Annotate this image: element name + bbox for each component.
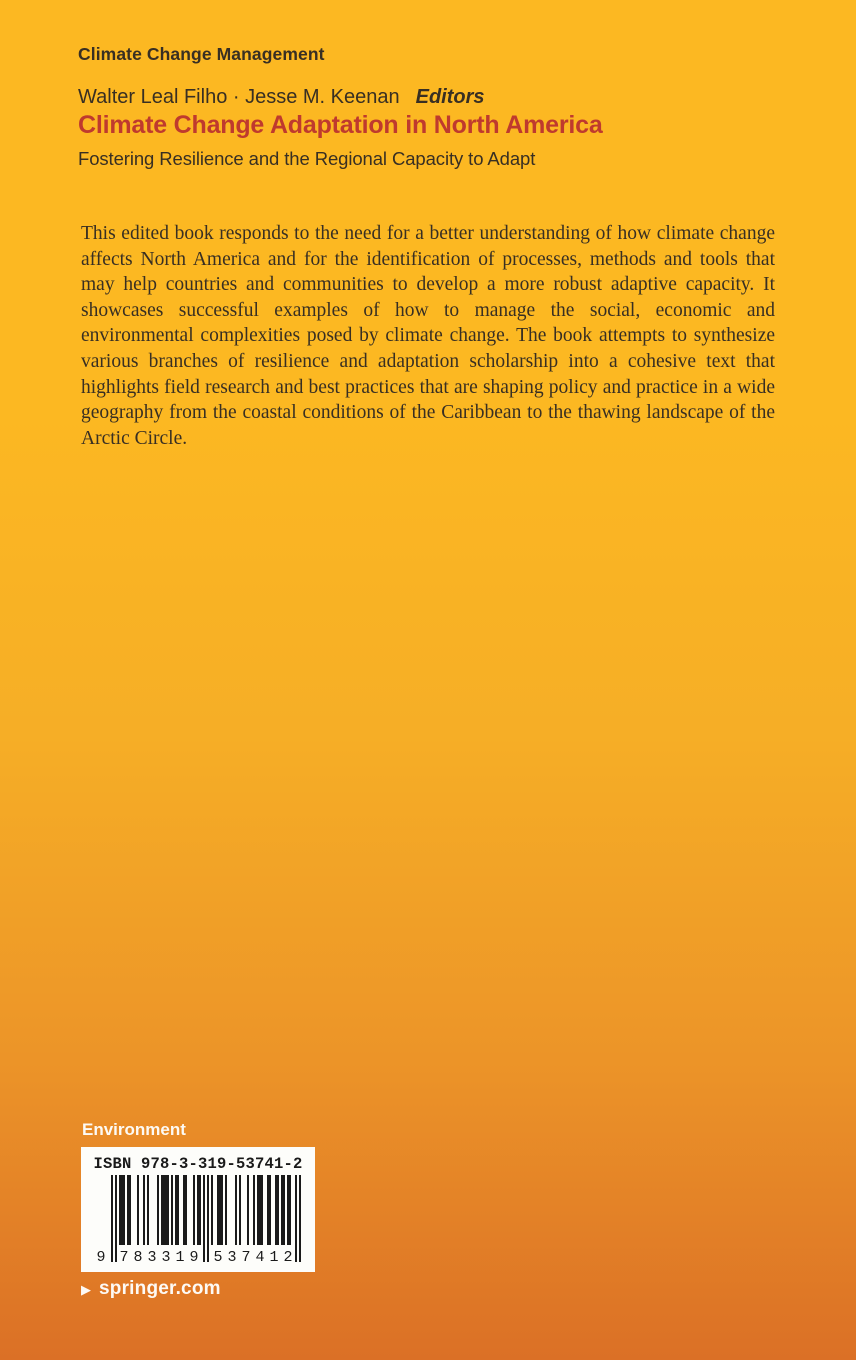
editors-label: Editors <box>415 86 485 108</box>
ean13-barcode-icon <box>93 1175 303 1267</box>
svg-text:7: 7 <box>241 1249 251 1266</box>
svg-text:7: 7 <box>119 1249 129 1266</box>
publisher-website: springer.com <box>99 1278 221 1299</box>
isbn-barcode-box <box>81 1147 315 1272</box>
isbn-label: ISBN 978-3-319-53741-2 <box>93 1155 303 1173</box>
barcode-wrap <box>93 1175 303 1272</box>
editors-line <box>78 86 485 109</box>
synopsis-paragraph: This edited book responds to the need for a better understanding of how climate change affects North America and for the identification of processes, methods and tools that may help countries and communities to develop a more robust adaptive capacity. It showcases successful examples of how to manage the social, economic and environmental complexities posed by climate change. The book attempts to synthesize various branches of resilience and adaptation scholarship into a cohesive text that highlights field research and best practices that are shaping policy and practice in a wide geography from the coastal conditions of the Caribbean to the thawing landscape of the Arctic Circle. <box>81 223 775 449</box>
svg-text:3: 3 <box>227 1249 237 1266</box>
editors-names: Walter Leal Filho · Jesse M. Keenan <box>78 86 400 108</box>
svg-text:2: 2 <box>283 1249 293 1266</box>
publisher-website-line <box>81 1278 221 1300</box>
series-title: Climate Change Management <box>78 44 325 64</box>
svg-text:1: 1 <box>269 1249 279 1266</box>
svg-text:5: 5 <box>213 1249 223 1266</box>
arrow-right-icon: ▶ <box>81 1281 91 1297</box>
svg-text:9: 9 <box>96 1249 106 1266</box>
svg-text:1: 1 <box>175 1249 185 1266</box>
svg-text:8: 8 <box>133 1249 143 1266</box>
svg-text:3: 3 <box>161 1249 171 1266</box>
book-subtitle: Fostering Resilience and the Regional Capacity to Adapt <box>78 148 536 169</box>
category-label: Environment <box>82 1120 186 1139</box>
svg-text:3: 3 <box>147 1249 157 1266</box>
svg-text:9: 9 <box>189 1249 199 1266</box>
svg-text:4: 4 <box>255 1249 265 1266</box>
book-title: Climate Change Adaptation in North America <box>78 111 603 139</box>
